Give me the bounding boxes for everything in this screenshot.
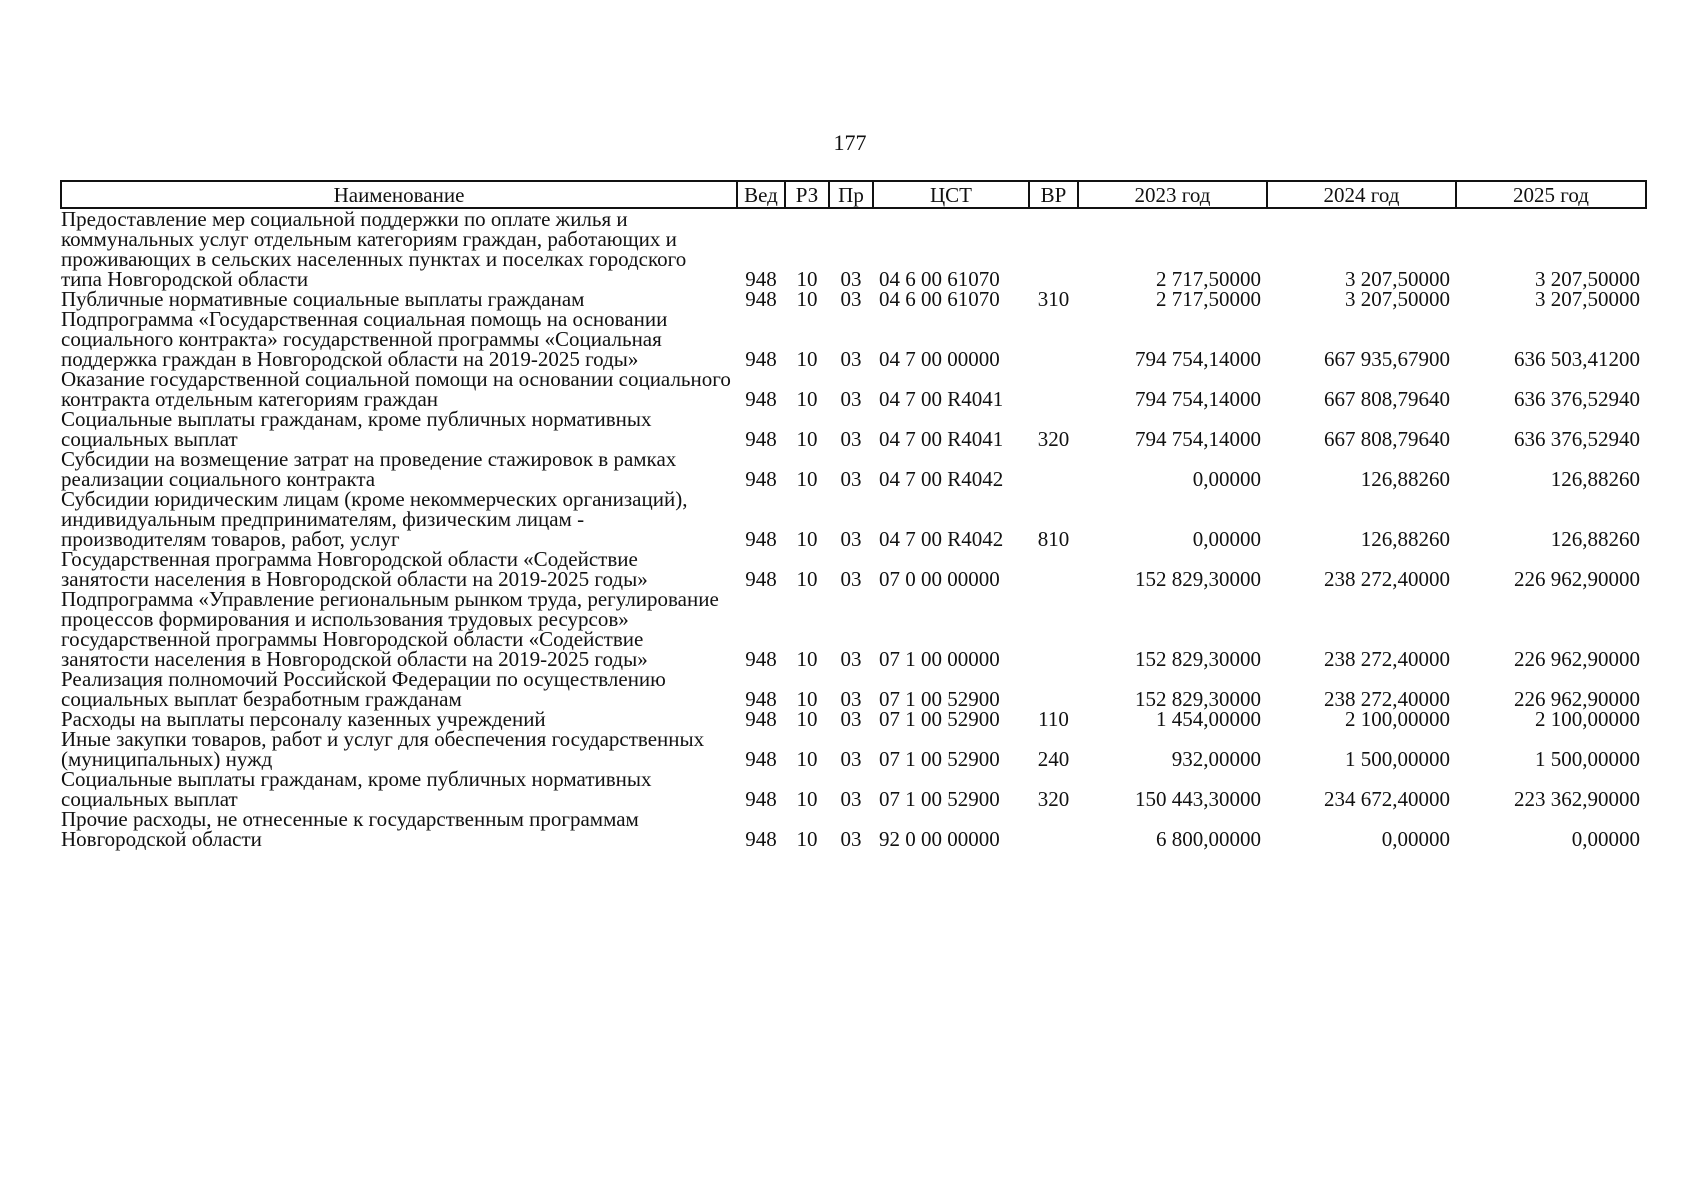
table-row	[61, 809, 1646, 849]
cell-name: Реализация полномочий Российской Федерации по осуществлению социальных выплат безработным гражданам	[61, 667, 666, 711]
header-rz: РЗ	[785, 181, 829, 208]
cell-y2023: 152 829,30000	[1135, 567, 1261, 591]
cell-pr: 03	[840, 707, 862, 731]
cell-vr	[1029, 809, 1078, 849]
cell-vr: 110	[1038, 707, 1069, 731]
cell-pr: 03	[840, 787, 862, 811]
cell-y2025: 226 962,90000	[1514, 687, 1640, 711]
cell-cst: 04 7 00 R4041	[879, 387, 1004, 411]
header-ved: Вед	[737, 181, 785, 208]
cell-pr: 03	[840, 267, 862, 291]
cell-pr: 03	[840, 747, 862, 771]
cell-y2025: 2 100,00000	[1535, 707, 1640, 731]
cell-name: Субсидии юридическим лицам (кроме некоммерческих организаций), индивидуальным предпринимателям, физическим лицам - производителям товаров, работ, услуг	[61, 487, 688, 551]
cell-rz: 10	[796, 287, 818, 311]
cell-ved: 948	[745, 427, 777, 451]
table-row	[61, 769, 1646, 809]
cell-name: Оказание государственной социальной помощи на основании социального контракта отдельным категориям граждан	[61, 367, 731, 411]
cell-y2023: 2 717,50000	[1156, 267, 1261, 291]
cell-ved: 948	[745, 647, 777, 671]
cell-rz: 10	[796, 387, 818, 411]
table-row	[61, 208, 1646, 289]
cell-ved: 948	[745, 707, 777, 731]
cell-y2025: 223 362,90000	[1514, 787, 1640, 811]
cell-y2024: 667 808,79640	[1324, 427, 1450, 451]
header-vr: ВР	[1029, 181, 1078, 208]
cell-pr: 03	[840, 527, 862, 551]
cell-name: Государственная программа Новгородской области «Содействие занятости населения в Новгородской области на 2019-2025 годы»	[61, 547, 648, 591]
cell-vr: 320	[1037, 787, 1070, 811]
header-pr: Пр	[829, 181, 873, 208]
cell-y2025: 226 962,90000	[1514, 647, 1640, 671]
page-number: 177	[833, 130, 867, 155]
header-2023: 2023 год	[1078, 181, 1267, 208]
cell-cst: 07 1 00 52900	[879, 687, 1000, 711]
cell-y2024: 238 272,40000	[1324, 687, 1450, 711]
cell-name: Субсидии на возмещение затрат на проведение стажировок в рамках реализации социального контракта	[61, 447, 677, 491]
cell-y2024: 3 207,50000	[1345, 287, 1450, 311]
cell-ved: 948	[745, 827, 777, 851]
cell-cst: 04 7 00 00000	[879, 347, 1000, 371]
cell-cst: 07 1 00 00000	[879, 647, 1000, 671]
cell-cst: 07 1 00 52900	[879, 707, 1000, 731]
cell-ved: 948	[745, 267, 777, 291]
budget-table	[60, 180, 1647, 849]
cell-y2024: 667 935,67900	[1324, 347, 1450, 371]
cell-vr: 810	[1037, 527, 1070, 551]
cell-y2025: 636 376,52940	[1514, 387, 1640, 411]
cell-rz: 10	[796, 687, 818, 711]
cell-ved: 948	[745, 687, 777, 711]
cell-name: Расходы на выплаты персоналу казенных учреждений	[61, 707, 546, 731]
cell-y2024: 234 672,40000	[1324, 787, 1450, 811]
cell-pr: 03	[840, 687, 862, 711]
cell-pr: 03	[840, 827, 862, 851]
cell-pr: 03	[840, 287, 862, 311]
cell-pr: 03	[840, 647, 862, 671]
cell-cst: 07 1 00 52900	[879, 787, 1000, 811]
cell-vr: 320	[1037, 427, 1070, 451]
cell-rz: 10	[796, 787, 818, 811]
cell-cst: 07 1 00 52900	[879, 747, 1000, 771]
cell-name: Иные закупки товаров, работ и услуг для обеспечения государственных (муниципальных) нужд	[61, 727, 705, 771]
cell-vr: 310	[1037, 287, 1070, 311]
cell-y2024: 126,88260	[1360, 527, 1450, 551]
cell-rz: 10	[796, 567, 818, 591]
cell-rz: 10	[796, 267, 818, 291]
cell-name: Подпрограмма «Государственная социальная помощь на основании социального контракта» государственной программы «Социальная поддержка граждан в Новгородской области на 2019-2025 годы»	[61, 307, 668, 371]
cell-y2023: 1 454,00000	[1156, 707, 1261, 731]
cell-y2023: 0,00000	[1192, 527, 1261, 551]
cell-y2023: 794 754,14000	[1135, 387, 1261, 411]
cell-rz: 10	[796, 347, 818, 371]
cell-rz: 10	[796, 467, 818, 491]
table-row	[61, 289, 1646, 309]
cell-ved: 948	[745, 387, 777, 411]
cell-name: Подпрограмма «Управление региональным рынком труда, регулирование процессов формирования и использования трудовых ресурсов» государственной программы Новгородской области «Содействие занятости населения в Новгородской области на 2019-2025 годы»	[61, 587, 719, 671]
cell-vr	[1029, 208, 1078, 289]
header-2024: 2024 год	[1267, 181, 1456, 208]
cell-y2025: 126,88260	[1550, 527, 1640, 551]
cell-ved: 948	[745, 347, 777, 371]
cell-ved: 948	[745, 527, 777, 551]
cell-vr: 240	[1037, 747, 1070, 771]
cell-y2023: 794 754,14000	[1135, 347, 1261, 371]
cell-name: Публичные нормативные социальные выплаты гражданам	[61, 287, 585, 311]
cell-y2023: 152 829,30000	[1135, 647, 1261, 671]
cell-name: Прочие расходы, не отнесенные к государственным программам Новгородской области	[61, 807, 639, 851]
cell-ved: 948	[745, 787, 777, 811]
table-row	[61, 549, 1646, 589]
cell-ved: 948	[745, 747, 777, 771]
cell-rz: 10	[796, 707, 818, 731]
cell-pr: 03	[840, 427, 862, 451]
cell-rz: 10	[796, 427, 818, 451]
cell-y2024: 126,88260	[1360, 467, 1450, 491]
cell-vr	[1029, 449, 1078, 489]
cell-y2024: 238 272,40000	[1324, 647, 1450, 671]
table-row	[61, 369, 1646, 409]
cell-y2024: 238 272,40000	[1324, 567, 1450, 591]
cell-vr	[1029, 589, 1078, 669]
cell-cst: 92 0 00 00000	[879, 827, 1000, 851]
cell-rz: 10	[796, 527, 818, 551]
cell-y2023: 6 800,00000	[1156, 827, 1261, 851]
cell-vr	[1029, 309, 1078, 369]
header-2025: 2025 год	[1456, 181, 1646, 208]
cell-ved: 948	[745, 567, 777, 591]
cell-pr: 03	[840, 467, 862, 491]
cell-y2024: 0,00000	[1381, 827, 1450, 851]
cell-cst: 07 0 00 00000	[879, 567, 1000, 591]
table-row	[61, 309, 1646, 369]
table-row	[61, 669, 1646, 709]
table-row	[61, 489, 1646, 549]
cell-y2025: 3 207,50000	[1535, 287, 1640, 311]
table-row	[61, 449, 1646, 489]
cell-rz: 10	[796, 827, 818, 851]
table-row	[61, 589, 1646, 669]
cell-y2023: 0,00000	[1192, 467, 1261, 491]
cell-y2025: 126,88260	[1550, 467, 1640, 491]
table-header-row	[61, 181, 1646, 208]
cell-vr	[1029, 669, 1078, 709]
table-row	[61, 709, 1646, 729]
header-name: Наименование	[61, 181, 737, 208]
cell-y2025: 1 500,00000	[1535, 747, 1640, 771]
cell-cst: 04 7 00 R4042	[879, 467, 1004, 491]
cell-y2023: 150 443,30000	[1135, 787, 1261, 811]
cell-cst: 04 7 00 R4042	[879, 527, 1004, 551]
cell-y2024: 3 207,50000	[1345, 267, 1450, 291]
cell-y2025: 0,00000	[1571, 827, 1640, 851]
cell-y2024: 667 808,79640	[1324, 387, 1450, 411]
table-row	[61, 729, 1646, 769]
table-body	[61, 208, 1646, 849]
cell-vr	[1029, 549, 1078, 589]
cell-rz: 10	[796, 747, 818, 771]
cell-name: Предоставление мер социальной поддержки по оплате жилья и коммунальных услуг отдельным категориям граждан, работающих и проживающих в сельских населенных пунктах и поселках городского типа Новгородской области	[61, 207, 687, 291]
cell-cst: 04 6 00 61070	[879, 287, 1000, 311]
cell-y2025: 3 207,50000	[1535, 267, 1640, 291]
cell-ved: 948	[745, 287, 777, 311]
cell-vr	[1029, 369, 1078, 409]
cell-y2025: 636 376,52940	[1514, 427, 1640, 451]
cell-y2024: 1 500,00000	[1345, 747, 1450, 771]
header-cst: ЦСТ	[873, 181, 1029, 208]
cell-ved: 948	[745, 467, 777, 491]
cell-y2023: 932,00000	[1171, 747, 1261, 771]
cell-pr: 03	[840, 347, 862, 371]
cell-name: Социальные выплаты гражданам, кроме публичных нормативных социальных выплат	[61, 767, 652, 811]
cell-y2023: 2 717,50000	[1156, 287, 1261, 311]
cell-pr: 03	[840, 387, 862, 411]
cell-pr: 03	[840, 567, 862, 591]
cell-rz: 10	[796, 647, 818, 671]
cell-y2023: 152 829,30000	[1135, 687, 1261, 711]
cell-name: Социальные выплаты гражданам, кроме публичных нормативных социальных выплат	[61, 407, 652, 451]
cell-cst: 04 6 00 61070	[879, 267, 1000, 291]
cell-y2024: 2 100,00000	[1345, 707, 1450, 731]
cell-y2025: 636 503,41200	[1514, 347, 1640, 371]
cell-y2025: 226 962,90000	[1514, 567, 1640, 591]
table-row	[61, 409, 1646, 449]
cell-y2023: 794 754,14000	[1135, 427, 1261, 451]
cell-cst: 04 7 00 R4041	[879, 427, 1004, 451]
